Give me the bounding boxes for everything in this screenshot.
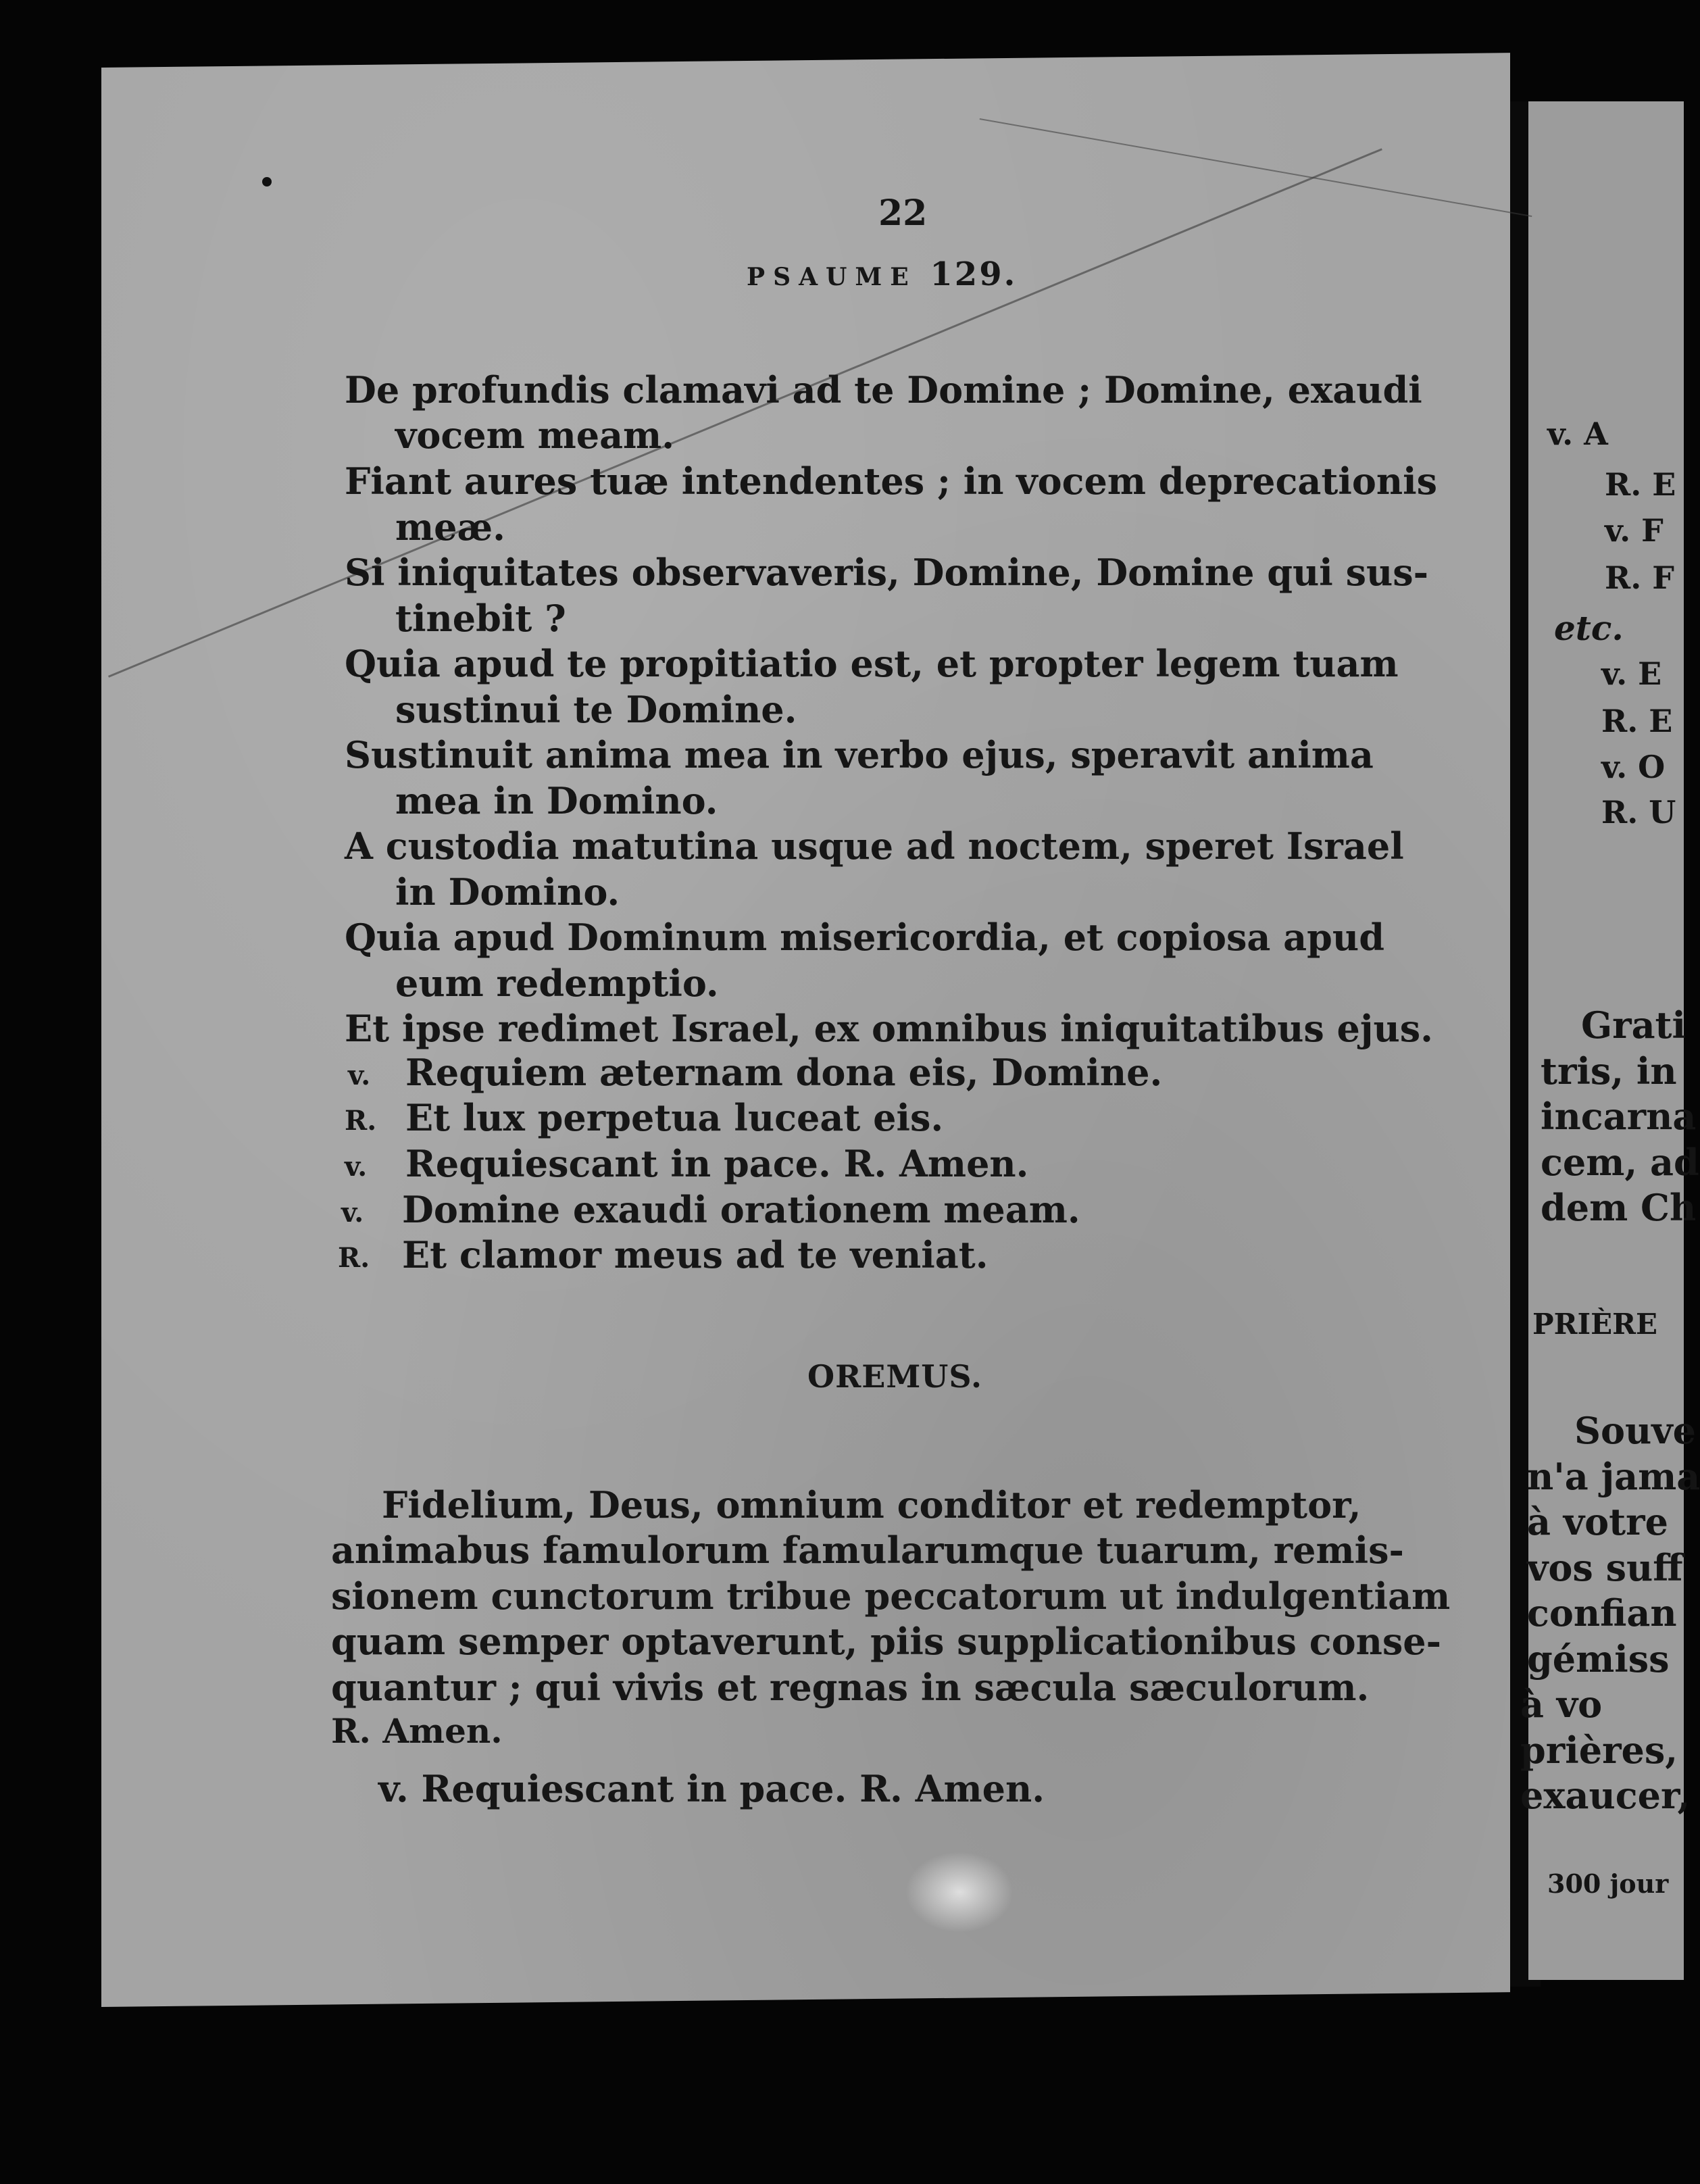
- prayer-line: animabus famulorum famularumque tuarum, remis-: [331, 1529, 1404, 1572]
- right-page-fragment: vos suff: [1527, 1546, 1683, 1589]
- right-page-fragment: n'a jama: [1527, 1455, 1700, 1498]
- psalm-line: sustinui te Domine.: [395, 688, 797, 731]
- psalm-line: Quia apud Dominum misericordia, et copiosa apud: [345, 916, 1384, 959]
- psalm-line: in Domino.: [395, 870, 620, 914]
- right-page-fragment: etc.: [1554, 608, 1624, 648]
- right-page-fragment: confian: [1527, 1591, 1677, 1635]
- page-number: 22: [878, 193, 928, 234]
- prayer-line: sionem cunctorum tribue peccatorum ut indulgentiam: [331, 1574, 1451, 1618]
- right-page-fragment: Grati: [1581, 1003, 1686, 1047]
- response-line: Requiem æternam dona eis, Domine.: [405, 1051, 1163, 1094]
- right-page-fragment: gémiss: [1527, 1637, 1670, 1681]
- versicle-mark: v.: [341, 1197, 364, 1228]
- right-page-fragment: incarna: [1541, 1095, 1697, 1138]
- right-page-fragment: cem, ad: [1541, 1141, 1699, 1184]
- right-page-fragment: R. E: [1605, 466, 1676, 503]
- psalm-line: Fiant aures tuæ intendentes ; in vocem deprecationis: [345, 460, 1438, 503]
- right-page-fragment: Souve: [1574, 1409, 1697, 1452]
- oremus-heading: OREMUS.: [807, 1358, 982, 1395]
- right-page-fragment: à vo: [1520, 1683, 1603, 1726]
- paper-stain: [905, 1852, 1014, 1933]
- right-page-fragment: v. E: [1601, 655, 1662, 692]
- psalm-line: A custodia matutina usque ad noctem, speret Israel: [345, 824, 1404, 868]
- right-page-fragment: R. E: [1601, 703, 1673, 739]
- psalm-line: tinebit ?: [395, 597, 566, 640]
- psalm-line: Si iniquitates observaveris, Domine, Domine qui sus-: [345, 551, 1429, 594]
- psalm-line: De profundis clamavi ad te Domine ; Domine, exaudi: [345, 368, 1422, 412]
- right-page-fragment: prières,: [1520, 1729, 1678, 1772]
- versicle-mark: v.: [348, 1060, 371, 1091]
- psalm-line: eum redemptio.: [395, 962, 719, 1005]
- right-page-fragment: v. O: [1601, 749, 1666, 785]
- response-line: Requiescant in pace. R. Amen.: [405, 1142, 1029, 1185]
- psalm-line: mea in Domino.: [395, 779, 718, 822]
- prayer-line: quam semper optaverunt, piis supplicationibus conse-: [331, 1620, 1442, 1663]
- right-page-heading: PRIÈRE: [1532, 1308, 1658, 1341]
- versicle-mark: v.: [345, 1151, 368, 1183]
- amen-line: R. Amen.: [331, 1711, 503, 1751]
- right-page-fragment: tris, in: [1541, 1049, 1677, 1093]
- psalm-line: Sustinuit anima mea in verbo ejus, speravit anima: [345, 733, 1374, 776]
- psalm-line: Quia apud te propitiatio est, et propter legem tuam: [345, 642, 1399, 685]
- psalm-line: meæ.: [395, 505, 505, 549]
- psalm-title-word: PSAUME: [747, 263, 917, 291]
- right-page-fragment: exaucer,: [1520, 1774, 1691, 1817]
- right-page-fragment: 300 jour: [1547, 1868, 1669, 1899]
- ink-spot: [262, 177, 272, 187]
- prayer-line: quantur ; qui vivis et regnas in sæcula sæculorum.: [331, 1666, 1370, 1709]
- right-page-fragment: v. F: [1605, 512, 1664, 549]
- right-page-fragment: dem Ch: [1541, 1186, 1697, 1229]
- right-page-fragment: à votre: [1527, 1500, 1668, 1543]
- prayer-line: Fidelium, Deus, omnium conditor et redemptor,: [382, 1483, 1361, 1527]
- psalm-title-number: 129.: [930, 255, 1018, 293]
- final-versicle: v. Requiescant in pace. R. Amen.: [378, 1767, 1045, 1810]
- right-page-fragment: R. F: [1605, 560, 1674, 596]
- response-line: Et lux perpetua luceat eis.: [405, 1096, 944, 1139]
- psalm-line: vocem meam.: [395, 414, 674, 457]
- response-mark: R.: [338, 1242, 370, 1274]
- response-mark: R.: [345, 1105, 377, 1137]
- psalm-line: Et ipse redimet Israel, ex omnibus iniquitatibus ejus.: [345, 1007, 1433, 1050]
- response-line: Et clamor meus ad te veniat.: [402, 1233, 989, 1276]
- psalm-title: [747, 255, 1017, 293]
- right-page-fragment: R. U: [1601, 794, 1676, 830]
- right-page-fragment: v. A: [1547, 416, 1608, 452]
- response-line: Domine exaudi orationem meam.: [402, 1188, 1080, 1231]
